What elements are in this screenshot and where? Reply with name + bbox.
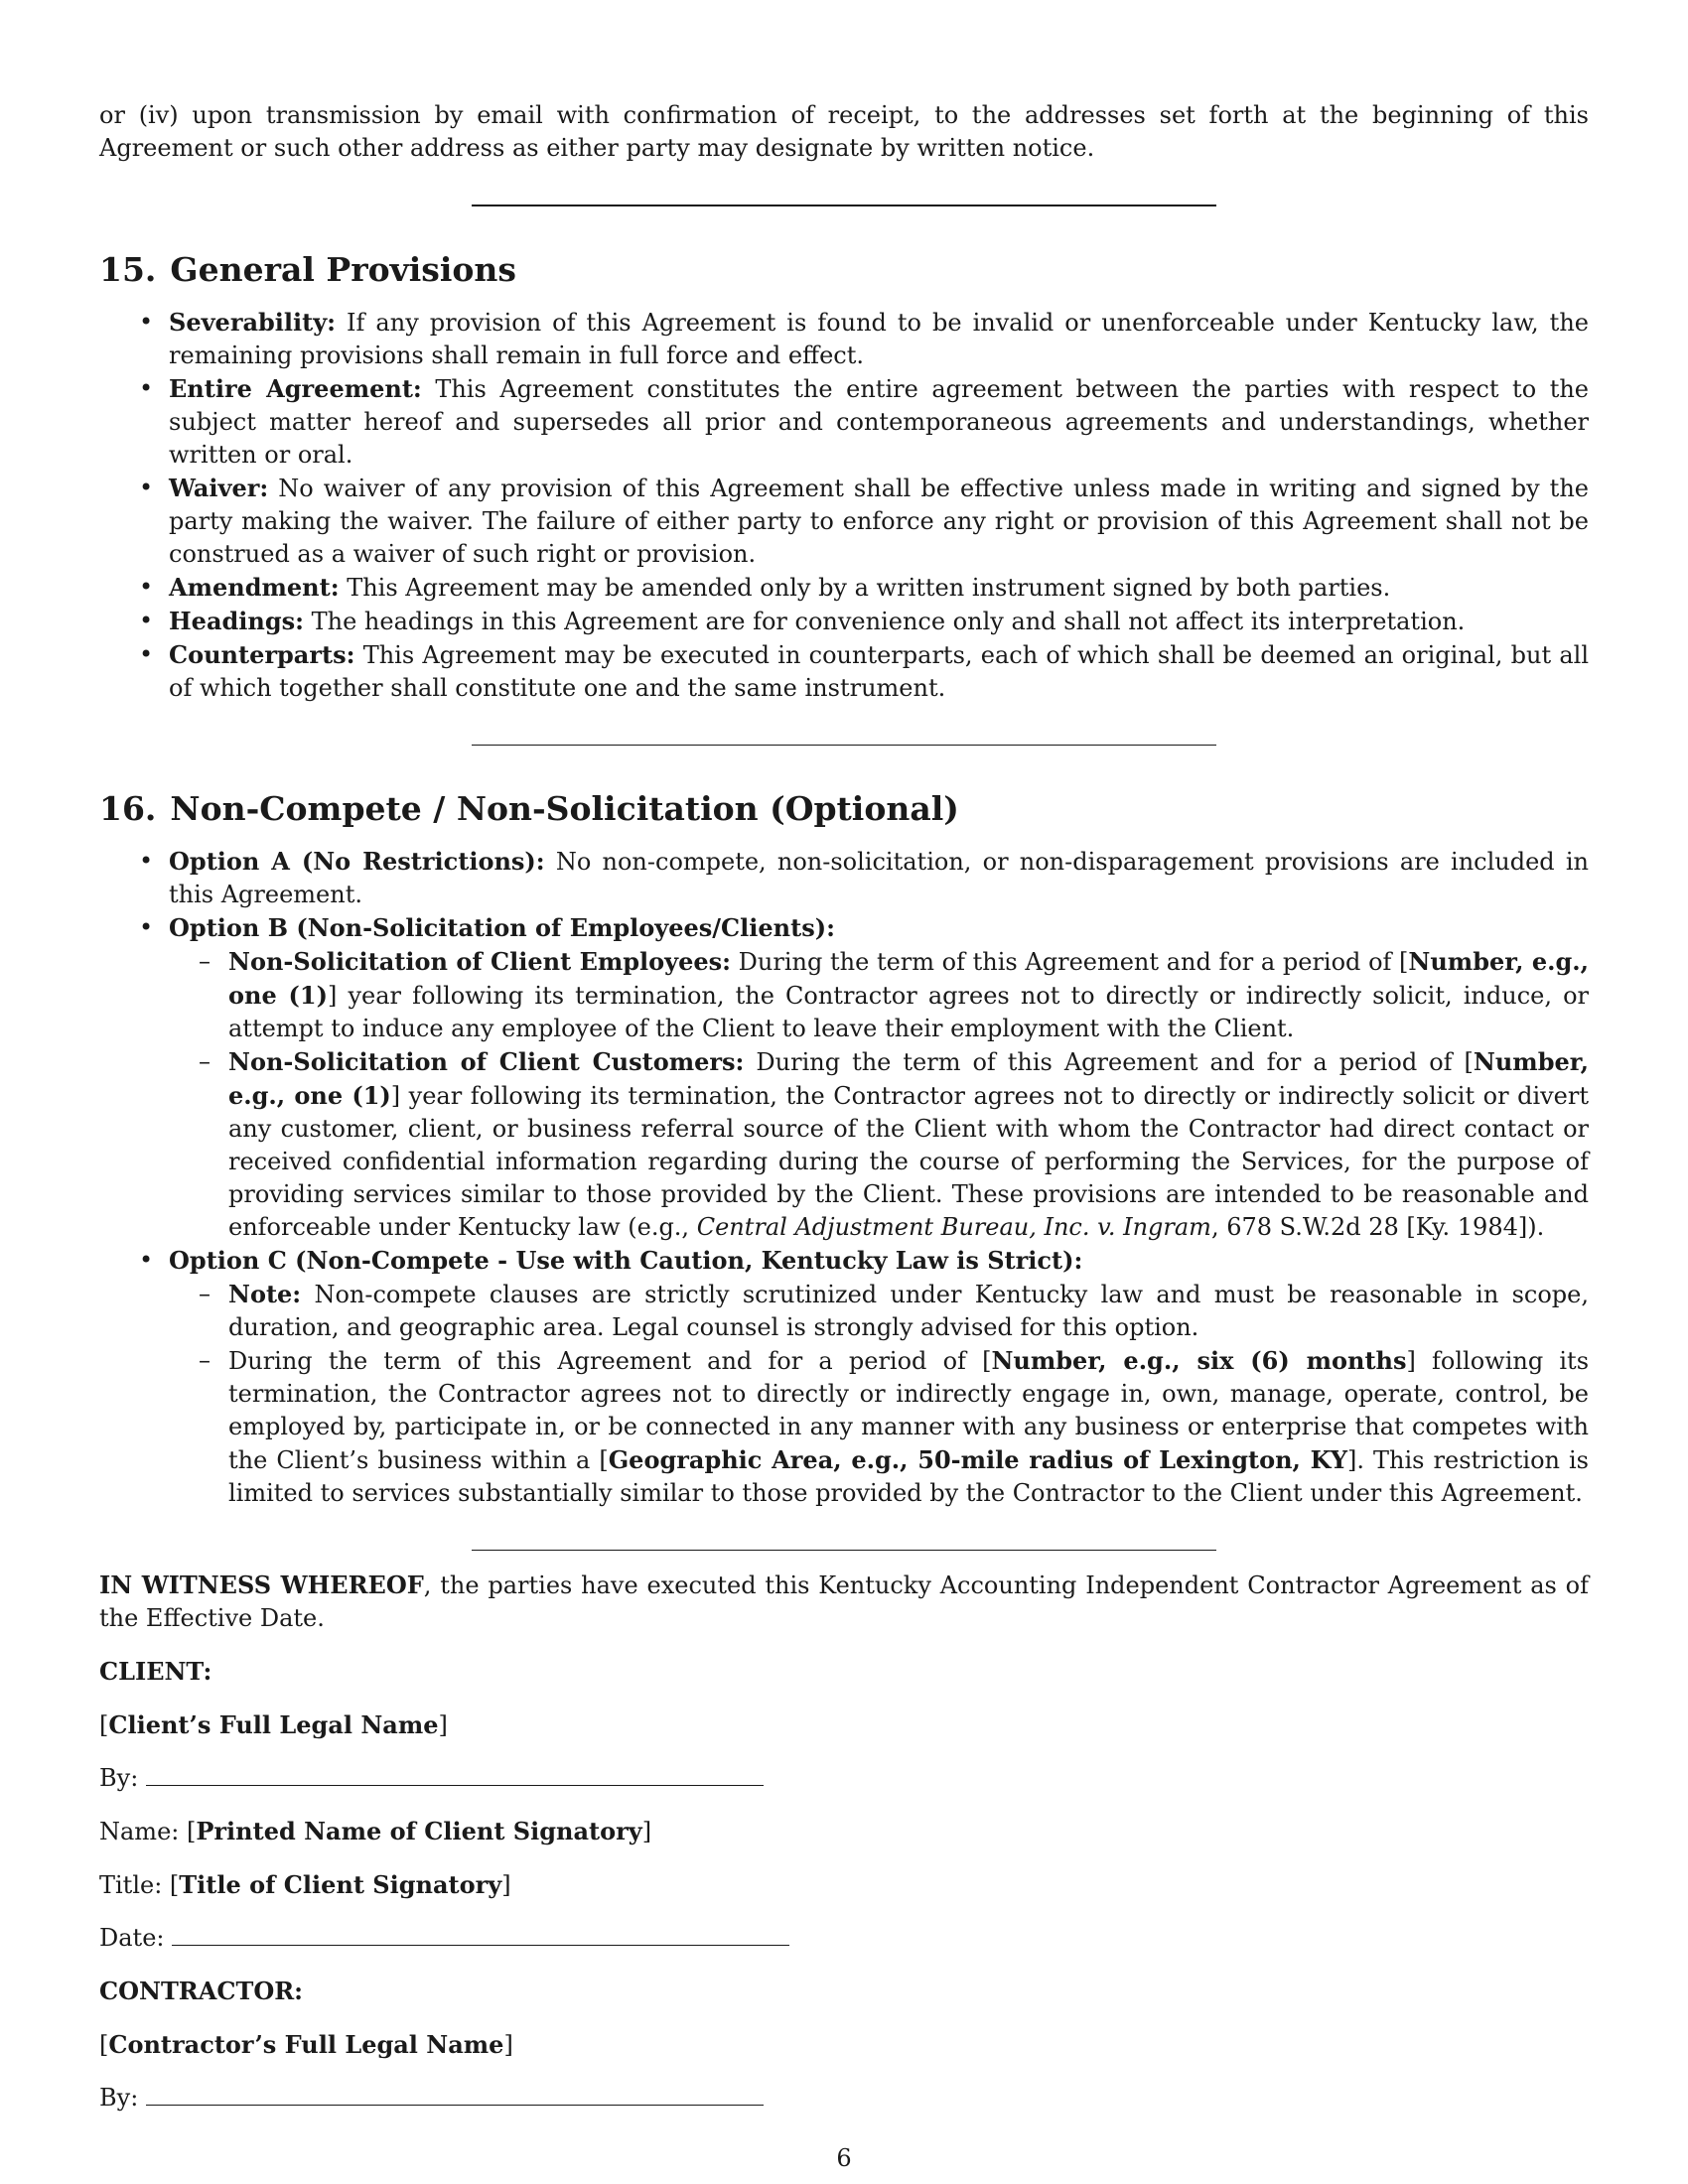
client-date-line — [99, 1922, 1589, 1955]
sublist-item-note — [169, 1278, 1589, 1344]
contractor-by-line — [99, 2082, 1589, 2115]
client-heading-text: CLIENT: — [99, 1657, 212, 1686]
client-by-line — [99, 1762, 1589, 1795]
list-item-headings — [99, 605, 1589, 638]
sublist-item-non-compete-clause — [169, 1344, 1589, 1510]
section-divider — [472, 205, 1216, 206]
client-title-line: Title: [Title of Client Signatory] — [99, 1870, 511, 1899]
placeholder-text: Number, e.g., one (1) — [228, 1047, 1589, 1110]
item-text: During the term of this Agreement and for a period of [ — [731, 948, 1409, 976]
case-citation: Central Adjustment Bureau, Inc. v. Ingram — [696, 1213, 1211, 1241]
item-label: Entire Agreement: — [169, 374, 422, 403]
item-text: Non-compete clauses are strictly scrutinized under Kentucky law and must be reasonable in scope, duration, and geographic area. Legal counsel is strongly advised for this option. — [228, 1281, 1589, 1341]
list-item-entire-agreement — [99, 372, 1589, 472]
section-15-heading — [99, 250, 1589, 290]
section-15-number: 15. — [99, 250, 157, 289]
date-label: Date: — [99, 1924, 165, 1952]
placeholder-text: Geographic Area, e.g., 50-mile radius of Lexington, KY — [608, 1445, 1347, 1474]
item-label: Counterparts: — [169, 640, 355, 669]
title-label: Title: — [99, 1871, 163, 1899]
client-date-field[interactable] — [172, 1923, 789, 1946]
item-label: Severability: — [169, 308, 337, 337]
witness-bold: IN WITNESS WHEREOF — [99, 1570, 424, 1599]
item-text: No waiver of any provision of this Agreement shall be effective unless made in writing and signed by the party making the waiver. The failure of either party to enforce any right or provision of this Agreement shall not be construed as a waiver of such right or provision. — [169, 475, 1589, 568]
item-label: Amendment: — [169, 573, 340, 602]
section-15-title: General Provisions — [170, 250, 517, 289]
item-text: The headings in this Agreement are for convenience only and shall not affect its interpretation. — [304, 608, 1466, 635]
item-text: This Agreement constitutes the entire agreement between the parties with respect to the subject matter hereof and supersedes all prior and contemporaneous agreements and understandings, whether written or oral. — [169, 375, 1589, 469]
list-item-waiver — [99, 472, 1589, 571]
section-16-heading — [99, 789, 1589, 829]
item-text: During the term of this Agreement and for a period of [ — [744, 1048, 1474, 1076]
item-label: Option C (Non-Compete - Use with Caution, Kentucky Law is Strict): — [169, 1246, 1083, 1275]
option-c-sublist — [169, 1278, 1589, 1510]
item-text: This Agreement may be amended only by a written instrument signed by both parties. — [339, 574, 1391, 602]
contractor-full-name: [Contractor’s Full Legal Name] — [99, 2030, 513, 2059]
list-item-option-c — [99, 1244, 1589, 1510]
list-item-option-b — [99, 911, 1589, 1244]
name-label: Name: — [99, 1818, 180, 1845]
list-item-option-a — [99, 845, 1589, 911]
witness-paragraph — [99, 1569, 1589, 1635]
client-signatory-name: Printed Name of Client Signatory — [196, 1817, 642, 1845]
item-text: No non-compete, non-solicitation, or non-disparagement provisions are included in this Agreement. — [169, 848, 1589, 908]
page-number: 6 — [836, 2144, 852, 2172]
sublist-item-client-employees — [169, 945, 1589, 1045]
client-signature-line[interactable] — [146, 1763, 764, 1786]
list-item-amendment — [99, 571, 1589, 605]
list-item-severability — [99, 306, 1589, 372]
placeholder-text: Number, e.g., six (6) months — [991, 1346, 1407, 1375]
client-heading — [99, 1655, 1589, 1689]
contractor-heading — [99, 1975, 1589, 2008]
section-divider — [472, 1550, 1216, 1551]
item-label: Note: — [228, 1280, 302, 1308]
item-label: Waiver: — [169, 474, 269, 502]
witness-text: , the parties have executed this Kentucky Accounting Independent Contractor Agreement as of the Effective Date. — [99, 1571, 1590, 1632]
item-label: Headings: — [169, 607, 304, 635]
list-item-counterparts — [99, 638, 1589, 705]
item-text: This Agreement may be executed in counterparts, each of which shall be deemed an original, but all of which together shall constitute one and the same instrument. — [169, 641, 1589, 702]
contractor-heading-text: CONTRACTOR: — [99, 1977, 304, 2005]
signature-block — [99, 1655, 1589, 2115]
general-provisions-list — [99, 306, 1589, 705]
section-16-number: 16. — [99, 789, 157, 828]
item-label: Non-Solicitation of Client Employees: — [228, 947, 732, 976]
client-full-name: [Client’s Full Legal Name] — [99, 1710, 448, 1739]
by-label: By: — [99, 1764, 139, 1792]
sublist-item-client-customers — [169, 1045, 1589, 1244]
item-text: ] following its termination, the Contractor agrees not to directly or indirectly engage in, own, manage, operate, control, be employed by, participate in, or be connected in any manner with any business or enterprise that competes with the Client’s business within a [ — [228, 1347, 1590, 1474]
item-text: ]. This restriction is limited to services substantially similar to those provided by the Contractor to the Client under this Agreement. — [228, 1446, 1590, 1507]
item-text: , 678 S.W.2d 28 [Ky. 1984]). — [1210, 1213, 1545, 1241]
item-label: Non-Solicitation of Client Customers: — [228, 1047, 745, 1076]
client-signatory-title: Title of Client Signatory — [179, 1870, 502, 1899]
document-page — [99, 99, 1589, 2115]
item-text: During the term of this Agreement and for a period of [ — [228, 1347, 992, 1375]
section-16-title: Non-Compete / Non-Solicitation (Optional) — [170, 789, 959, 828]
client-name-line: Name: [Printed Name of Client Signatory] — [99, 1817, 652, 1845]
contractor-name-placeholder: Contractor’s Full Legal Name — [108, 2030, 504, 2059]
item-text: ] year following its termination, the Contractor agrees not to directly or indirectly solicit, induce, or attempt to induce any employee of the Client to leave their employment with the Client. — [228, 982, 1590, 1042]
client-name-placeholder: Client’s Full Legal Name — [108, 1710, 439, 1739]
non-compete-options-list — [99, 845, 1589, 1510]
item-text: ] year following its termination, the Contractor agrees not to directly or indirectly solicit or divert any customer, client, or business referral source of the Client with whom the Contractor had direct contact or received confidential information regarding during the course of performing the Services, for the purpose of providing services similar to those provided by the Client. These provisions are intended to be reasonable and enforceable under Kentucky law (e.g., — [228, 1082, 1589, 1241]
item-text: If any provision of this Agreement is found to be invalid or unenforceable under Kentucky law, the remaining provisions shall remain in full force and effect. — [169, 309, 1589, 369]
item-label: Option A (No Restrictions): — [169, 847, 545, 876]
contractor-signature-line[interactable] — [146, 2083, 764, 2106]
placeholder-text: Number, e.g., one (1) — [228, 947, 1590, 1010]
intro-paragraph: or (iv) upon transmission by email with confirmation of receipt, to the addresses set forth at the beginning of this Agreement or such other address as either party may designate by written notice. — [99, 101, 1589, 162]
item-label: Option B (Non-Solicitation of Employees/Clients): — [169, 913, 835, 942]
section-divider — [472, 745, 1216, 746]
by-label: By: — [99, 2084, 139, 2112]
option-b-sublist — [169, 945, 1589, 1244]
